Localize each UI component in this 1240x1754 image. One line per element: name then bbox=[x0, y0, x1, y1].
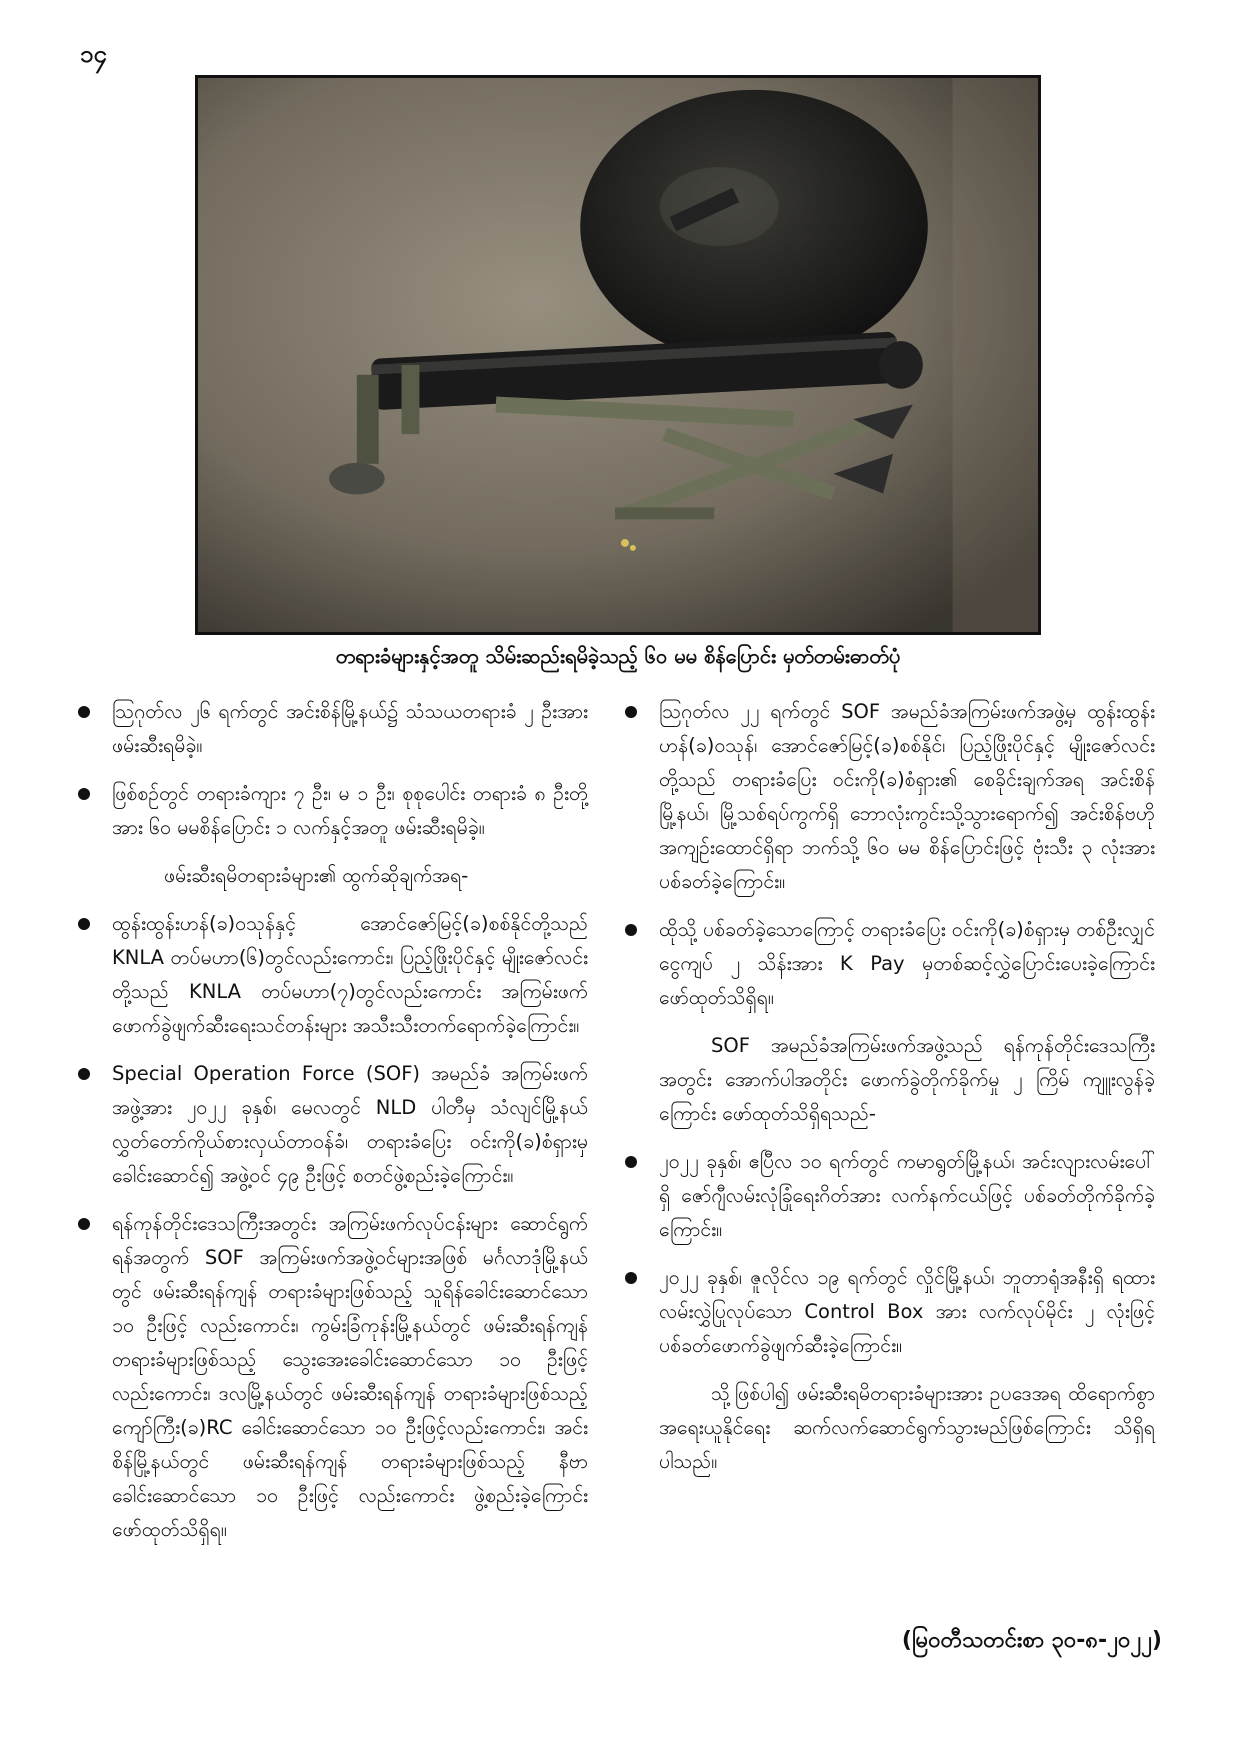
list-item: ၂၀၂၂ ခုနှစ်၊ ဧပြီလ ၁၀ ရက်တွင် ကမာရွတ်မြို့နယ်၊ အင်းလျားလမ်းပေါ်ရှိ ဇော်ဂျီလမ်းလုံခြုံရေးဂိတ်အား လက်နက်ငယ်ဖြင့် ပစ်ခတ်တိုက်ခိုက်ခဲ့ကြောင်း။ bbox=[625, 1145, 1155, 1247]
bullet-icon bbox=[625, 1156, 637, 1168]
mortar-photo-illustration bbox=[198, 78, 1038, 632]
right-column bbox=[625, 695, 1155, 1493]
list-item: ဩဂုတ်လ ၂၂ ရက်တွင် SOF အမည်ခံအကြမ်းဖက်အဖွဲ့မှ ထွန်းထွန်းဟန်(ခ)ဝသုန်၊ အောင်ဇော်မြင့်(ခ)စစ်နိုင်၊ ပြည့်ဖြိုးပိုင်နှင့် မျိုးဇော်လင်းတို့သည် တရားခံပြေး ဝင်းကို(ခ)စံရှား၏ စေခိုင်းချက်အရ အင်းစိန်မြို့နယ်၊ မြို့သစ်ရပ်ကွက်ရှိ ဘောလုံးကွင်းသို့သွားရောက်၍ အင်းစိန်ဗဟိုအကျဉ်းထောင်ရှိရာ ဘက်သို့ ၆၀ မမ စိန်ပြောင်းဖြင့် ဗုံးသီး ၃ လုံးအား ပစ်ခတ်ခဲ့ကြောင်း။ bbox=[625, 695, 1155, 899]
list-item: Special Operation Force (SOF) အမည်ခံ အကြမ်းဖက်အဖွဲ့အား ၂၀၂၂ ခုနှစ်၊ မေလတွင် NLD ပါတီမှ သံလျင်မြို့နယ် လွှတ်တော်ကိုယ်စားလှယ်တာဝန်ခံ၊ တရားခံပြေး ဝင်းကို(ခ)စံရှားမှ ခေါင်းဆောင်၍ အဖွဲ့ဝင် ၄၉ ဦးဖြင့် စတင်ဖွဲ့စည်းခဲ့ကြောင်း။ bbox=[78, 1057, 588, 1193]
bullet-icon bbox=[78, 1068, 90, 1080]
bullet-icon bbox=[625, 924, 637, 936]
photo-caption: တရားခံများနှင့်အတူ သိမ်းဆည်းရမိခဲ့သည့် ၆၀ မမ စိန်ပြောင်း မှတ်တမ်းဓာတ်ပုံ bbox=[335, 644, 901, 668]
page-number: ၁၄ bbox=[80, 40, 107, 68]
list-item: ထွန်းထွန်းဟန်(ခ)ဝသုန်နှင့် အောင်ဇော်မြင့်(ခ)စစ်နိုင်တို့သည် KNLA တပ်မဟာ(၆)တွင်လည်းကောင်း၊ ပြည့်ဖြိုးပိုင်နှင့် မျိုးဇော်လင်းတို့သည် KNLA တပ်မဟာ(၇)တွင်လည်းကောင်း အကြမ်းဖက်ဖောက်ခွဲဖျက်ဆီးရေးသင်တန်းများ အသီးသီးတက်ရောက်ခဲ့ကြောင်း။ bbox=[78, 907, 588, 1043]
list-item: ထိုသို့ ပစ်ခတ်ခဲ့သောကြောင့် တရားခံပြေး ဝင်းကို(ခ)စံရှားမှ တစ်ဦးလျှင် ငွေကျပ် ၂ သိန်းအား K Pay မှတစ်ဆင့်လွှဲပြောင်းပေးခဲ့ကြောင်း ဖော်ထုတ်သိရှိရ။ bbox=[625, 913, 1155, 1015]
intro-paragraph: ဖမ်းဆီးရမိတရားခံများ၏ ထွက်ဆိုချက်အရ- bbox=[164, 864, 469, 887]
weapon-photo bbox=[195, 75, 1041, 635]
list-item: ဩဂုတ်လ ၂၆ ရက်တွင် အင်းစိန်မြို့နယ်၌ သံသယတရားခံ ၂ ဦးအား ဖမ်းဆီးရမိခဲ့။ bbox=[78, 695, 588, 763]
bullet-icon bbox=[78, 918, 90, 930]
bullet-icon bbox=[625, 1272, 637, 1284]
list-item: ၂၀၂၂ ခုနှစ်၊ ဇူလိုင်လ ၁၉ ရက်တွင် လှိုင်မြို့နယ်၊ ဘူတာရုံအနီးရှိ ရထားလမ်းလွှဲပြုလုပ်သော Control Box အား လက်လုပ်မိုင်း ၂ လုံးဖြင့် ပစ်ခတ်ဖောက်ခွဲဖျက်ဆီးခဲ့ကြောင်း။ bbox=[625, 1261, 1155, 1363]
list-item: ရန်ကုန်တိုင်းဒေသကြီးအတွင်း အကြမ်းဖက်လုပ်ငန်းများ ဆောင်ရွက်ရန်အတွက် SOF အကြမ်းဖက်အဖွဲ့ဝင်များအဖြစ် မင်္ဂလာဒုံမြို့နယ်တွင် ဖမ်းဆီးရန်ကျန် တရားခံများဖြစ်သည့် သူရိန်ခေါင်းဆောင်သော ၁၀ ဦးဖြင့် လည်းကောင်း၊ ကွမ်းခြံကုန်းမြို့နယ်တွင် ဖမ်းဆီးရန်ကျန် တရားခံများဖြစ်သည့် သွေးအေးခေါင်းဆောင်သော ၁၀ ဦးဖြင့် လည်းကောင်း၊ ဒလမြို့နယ်တွင် ဖမ်းဆီးရန်ကျန် တရားခံများဖြစ်သည့် ကျော်ကြီး(ခ)RC ခေါင်းဆောင်သော ၁၀ ဦးဖြင့်လည်းကောင်း၊ အင်းစိန်မြို့နယ်တွင် ဖမ်းဆီးရန်ကျန် တရားခံများဖြစ်သည့် နီဗာခေါင်းဆောင်သော ၁၀ ဦးဖြင့် လည်းကောင်း ဖွဲ့စည်းခဲ့ကြောင်း ဖော်ထုတ်သိရှိရ။ bbox=[78, 1207, 588, 1547]
source-citation: (မြဝတီသတင်းစာ ၃၀-၈-၂၀၂၂) bbox=[901, 1628, 1162, 1653]
list-item: ဖြစ်စဉ်တွင် တရားခံကျား ၇ ဦး၊ မ ၁ ဦး၊ စုစုပေါင်း တရားခံ ၈ ဦးတို့အား ၆၀ မမစိန်ပြောင်း ၁ လက်နှင့်အတူ ဖမ်းဆီးရမိခဲ့။ bbox=[78, 777, 588, 845]
bullet-icon bbox=[78, 706, 90, 718]
bullet-icon bbox=[78, 788, 90, 800]
bullet-icon bbox=[78, 1218, 90, 1230]
bullet-icon bbox=[625, 706, 637, 718]
mid-paragraph: SOF အမည်ခံအကြမ်းဖက်အဖွဲ့သည် ရန်ကုန်တိုင်းဒေသကြီးအတွင်း အောက်ပါအတိုင်း ဖောက်ခွဲတိုက်ခိုက်မှု ၂ ကြိမ် ကျူးလွန်ခဲ့ကြောင်း ဖော်ထုတ်သိရှိရသည်- bbox=[659, 1034, 1155, 1125]
left-column bbox=[78, 695, 588, 1561]
closing-paragraph: သို့ဖြစ်ပါ၍ ဖမ်းဆီးရမိတရားခံများအား ဥပဒေအရ ထိရောက်စွာ အရေးယူနိုင်ရေး ဆက်လက်ဆောင်ရွက်သွားမည်ဖြစ်ကြောင်း သိရှိရပါသည်။ bbox=[659, 1382, 1155, 1473]
